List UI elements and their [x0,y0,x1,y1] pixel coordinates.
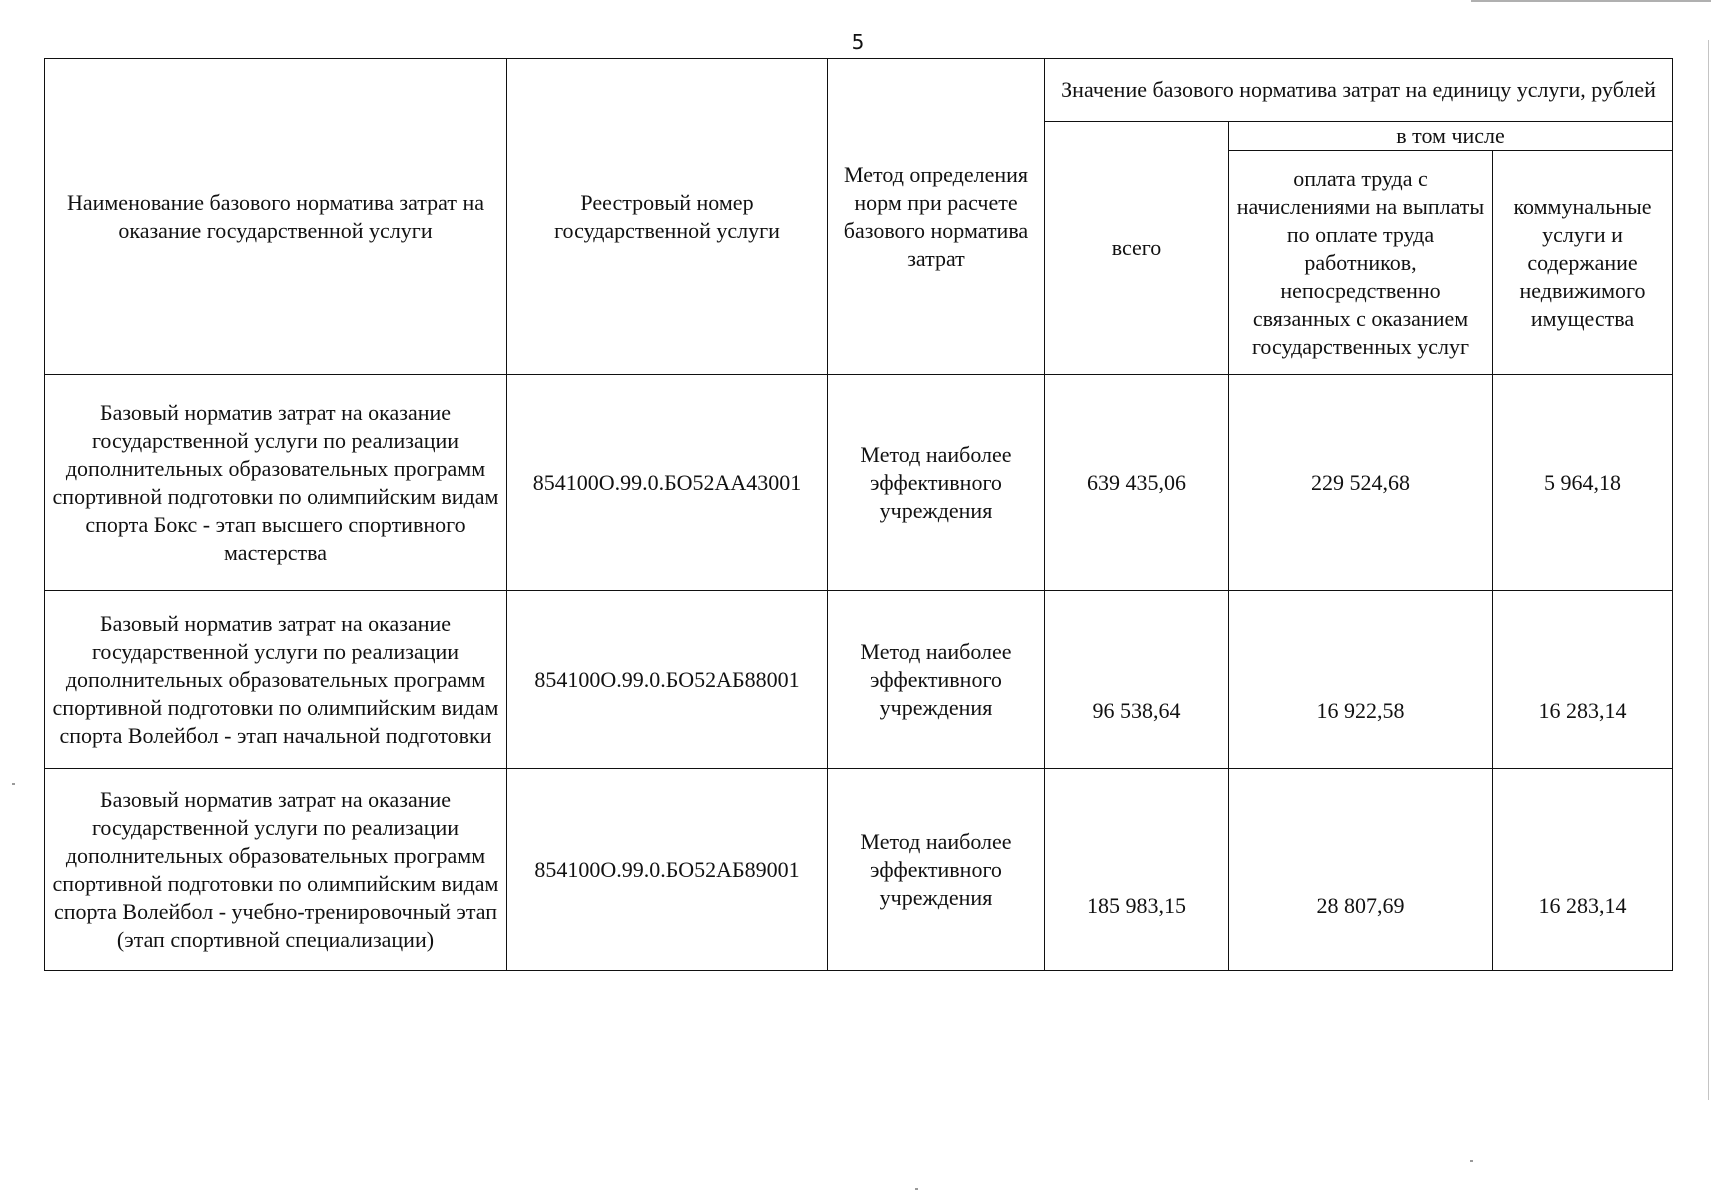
header-value-group: Значение базового норматива затрат на единицу услуги, рублей [1045,59,1673,122]
cell-name: Базовый норматив затрат на оказание государственной услуги по реализации дополнительных образовательных программ спортивной подготовки по олимпийским видам спорта Волейбол - этап начальной подготовки [45,591,507,769]
scan-speck [915,1188,918,1190]
header-registry: Реестровый номер государственной услуги [507,59,828,375]
table-row [45,375,1673,591]
table-row [45,591,1673,769]
header-total: всего [1045,122,1229,375]
cost-norms-table [44,58,1673,971]
cell-labor: 16 922,58 [1229,591,1493,769]
cell-method: Метод наиболее эффективного учреждения [828,769,1045,971]
cell-method: Метод наиболее эффективного учреждения [828,591,1045,769]
header-name: Наименование базового норматива затрат на оказание государственной услуги [45,59,507,375]
cell-registry: 854100О.99.0.БО52АБ89001 [507,769,828,971]
table-row [45,769,1673,971]
cell-utilities: 5 964,18 [1493,375,1673,591]
cell-utilities: 16 283,14 [1493,769,1673,971]
header-method: Метод определения норм при расчете базового норматива затрат [828,59,1045,375]
header-row-1 [45,59,1673,122]
scan-speck [1470,1160,1473,1162]
cell-name: Базовый норматив затрат на оказание государственной услуги по реализации дополнительных образовательных программ спортивной подготовки по олимпийским видам спорта Волейбол - учебно-тренировочный этап (этап спортивной специализации) [45,769,507,971]
cell-name: Базовый норматив затрат на оказание государственной услуги по реализации дополнительных образовательных программ спортивной подготовки по олимпийским видам спорта Бокс - этап высшего спортивного мастерства [45,375,507,591]
cell-labor: 28 807,69 [1229,769,1493,971]
cell-total: 185 983,15 [1045,769,1229,971]
cell-registry: 854100О.99.0.БО52АБ88001 [507,591,828,769]
page-edge-line [1708,40,1709,1100]
page-number: 5 [851,30,865,54]
cell-total: 96 538,64 [1045,591,1229,769]
top-rule [1471,0,1711,2]
cell-total: 639 435,06 [1045,375,1229,591]
cell-method: Метод наиболее эффективного учреждения [828,375,1045,591]
header-including: в том числе [1229,122,1673,151]
cell-utilities: 16 283,14 [1493,591,1673,769]
header-utilities: коммунальные услуги и содержание недвижимого имущества [1493,151,1673,375]
cell-registry: 854100О.99.0.БО52АА43001 [507,375,828,591]
header-labor: оплата труда с начислениями на выплаты по оплате труда работников, непосредственно связанных с оказанием государственных услуг [1229,151,1493,375]
scan-speck [12,783,15,785]
cell-labor: 229 524,68 [1229,375,1493,591]
